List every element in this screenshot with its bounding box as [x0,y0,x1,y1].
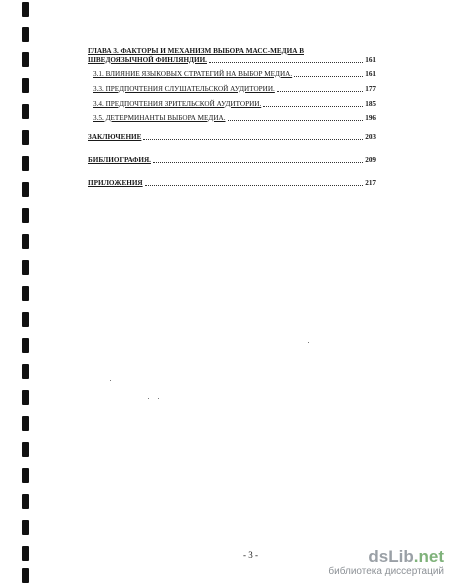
scan-speck [308,342,309,343]
dslib-watermark[interactable] [328,548,444,578]
toc-bibliography-row[interactable] [88,156,376,165]
binding-hole [22,78,29,93]
dot-leader [228,119,364,121]
binding-hole [22,468,29,483]
toc-conclusion-row[interactable] [88,133,376,142]
binding-hole [22,546,29,561]
toc-chapter-title-line1: ГЛАВА 3. ФАКТОРЫ И МЕХАНИЗМ ВЫБОРА МАСС-МЕДИА В [88,47,304,55]
spiral-binding [0,0,40,582]
page-number: - 3 - [243,550,258,560]
toc-chapter-row[interactable] [88,56,376,65]
toc-page-number: 217 [365,179,376,187]
watermark-subtitle: библиотека диссертаций [328,566,444,577]
binding-hole [22,520,29,535]
binding-hole [22,182,29,197]
toc-appendices-row[interactable] [88,179,376,188]
toc-page-number: 161 [365,70,376,78]
binding-hole [22,208,29,223]
binding-hole [22,2,29,17]
binding-hole [22,130,29,145]
toc-section-title: 3.1. ВЛИЯНИЕ ЯЗЫКОВЫХ СТРАТЕГИЙ НА ВЫБОР МЕДИА. [93,70,293,78]
binding-hole [22,390,29,405]
toc-page-number: 185 [365,100,376,108]
binding-hole [22,52,29,67]
toc-section-title: 3.4. ПРЕДПОЧТЕНИЯ ЗРИТЕЛЬСКОЙ АУДИТОРИИ. [93,100,262,108]
toc-page-number: 161 [365,56,376,64]
dot-leader [145,184,364,186]
dot-leader [263,105,363,107]
toc-conclusion-title: ЗАКЛЮЧЕНИЕ [88,133,142,141]
toc-section-title: 3.5. ДЕТЕРМИНАНТЫ ВЫБОРА МЕДИА. [93,114,226,122]
dot-leader [277,90,363,92]
logo-main: dsLib [368,547,414,566]
toc-section-row[interactable] [88,114,376,123]
scan-speck [110,380,111,381]
toc-appendices-title: ПРИЛОЖЕНИЯ [88,179,143,187]
toc-bibliography-title: БИБЛИОГРАФИЯ. [88,156,151,164]
dot-leader [153,161,363,163]
dslib-logo [328,548,444,566]
toc-page-number: 203 [365,133,376,141]
binding-hole [22,234,29,249]
binding-hole [22,364,29,379]
dot-leader [294,75,363,77]
binding-hole [22,260,29,275]
toc-section-row[interactable] [88,100,376,109]
toc-page-number: 177 [365,85,376,93]
binding-hole [22,338,29,353]
toc-section-row[interactable] [88,70,376,79]
toc-section-title: 3.3. ПРЕДПОЧТЕНИЯ СЛУШАТЕЛЬСКОЙ АУДИТОРИИ. [93,85,275,93]
toc-section-row[interactable] [88,85,376,94]
binding-hole [22,416,29,431]
scan-speck [158,398,159,399]
binding-hole [22,312,29,327]
binding-hole [22,27,29,42]
binding-hole [22,442,29,457]
logo-ext: .net [413,547,444,566]
binding-hole [22,104,29,119]
dot-leader [143,138,363,140]
binding-hole [22,494,29,509]
toc-page-number: 196 [365,114,376,122]
dot-leader [209,61,363,63]
table-of-contents [88,47,376,188]
scan-speck [148,398,149,399]
toc-chapter-title-line2: ШВЕДОЯЗЫЧНОЙ ФИНЛЯНДИИ. [88,56,207,64]
binding-hole [22,286,29,301]
toc-page-number: 209 [365,156,376,164]
binding-hole [22,156,29,171]
binding-hole [22,568,29,583]
